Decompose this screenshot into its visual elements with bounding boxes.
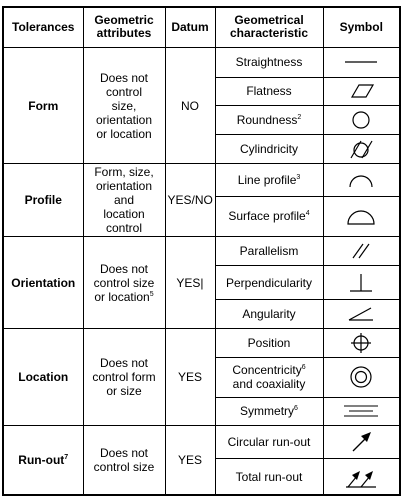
header-tolerances: Tolerances (3, 7, 83, 47)
angularity-icon (323, 300, 400, 329)
orientation-attributes: Does not control size or location$^5$ (83, 236, 165, 329)
surface-profile-icon (323, 196, 400, 236)
form-datum: NO (165, 47, 215, 164)
concentricity-icon (323, 357, 400, 397)
char-position: Position (215, 329, 323, 357)
form-attributes: Does not control size, orientation or location (83, 47, 165, 164)
runout-attributes: Does not control size (83, 425, 165, 495)
cylindricity-icon (323, 135, 400, 164)
header-attributes: Geometric attributes (83, 7, 165, 47)
orientation-datum: YES| (165, 236, 215, 329)
flatness-icon (323, 77, 400, 105)
char-surface-profile: Surface profile$^4$ (215, 196, 323, 236)
table-row (3, 329, 400, 357)
profile-datum: YES/NO (165, 164, 215, 236)
char-symmetry: Symmetry$^6$ (215, 397, 323, 425)
straightness-icon (323, 47, 400, 77)
header-symbol: Symbol (323, 7, 400, 47)
table-row (3, 236, 400, 265)
group-orientation: Orientation (3, 236, 83, 329)
char-angularity: Angularity (215, 300, 323, 329)
position-icon (323, 329, 400, 357)
header-row (3, 7, 400, 47)
group-location: Location (3, 329, 83, 426)
header-characteristic: Geometrical characteristic (215, 7, 323, 47)
char-cylindricity: Cylindricity (215, 135, 323, 164)
total-runout-icon (323, 459, 400, 495)
runout-datum: YES (165, 425, 215, 495)
char-concentricity: Concentricity$^6$ and coaxiality (215, 357, 323, 397)
char-line-profile: Line profile$^3$ (215, 164, 323, 196)
char-straightness: Straightness (215, 47, 323, 77)
char-circular-runout: Circular run-out (215, 425, 323, 458)
perpendicularity-icon (323, 266, 400, 300)
location-attributes: Does not control form or size (83, 329, 165, 426)
char-total-runout: Total run-out (215, 459, 323, 495)
char-parallelism: Parallelism (215, 236, 323, 265)
group-profile: Profile (3, 164, 83, 236)
group-form: Form (3, 47, 83, 164)
location-datum: YES (165, 329, 215, 426)
roundness-icon (323, 106, 400, 135)
table-row (3, 47, 400, 77)
char-perpendicularity: Perpendicularity (215, 266, 323, 300)
circular-runout-icon (323, 425, 400, 458)
char-roundness: Roundness$^2$ (215, 106, 323, 135)
header-datum: Datum (165, 7, 215, 47)
line-profile-icon (323, 164, 400, 196)
parallelism-icon (323, 236, 400, 265)
table-row (3, 425, 400, 458)
profile-attributes: Form, size, orientation and location control (83, 164, 165, 236)
table-row (3, 164, 400, 196)
group-runout: Run-out$^7$ (3, 425, 83, 495)
gdt-symbols-table (2, 6, 401, 496)
char-flatness: Flatness (215, 77, 323, 105)
symmetry-icon (323, 397, 400, 425)
